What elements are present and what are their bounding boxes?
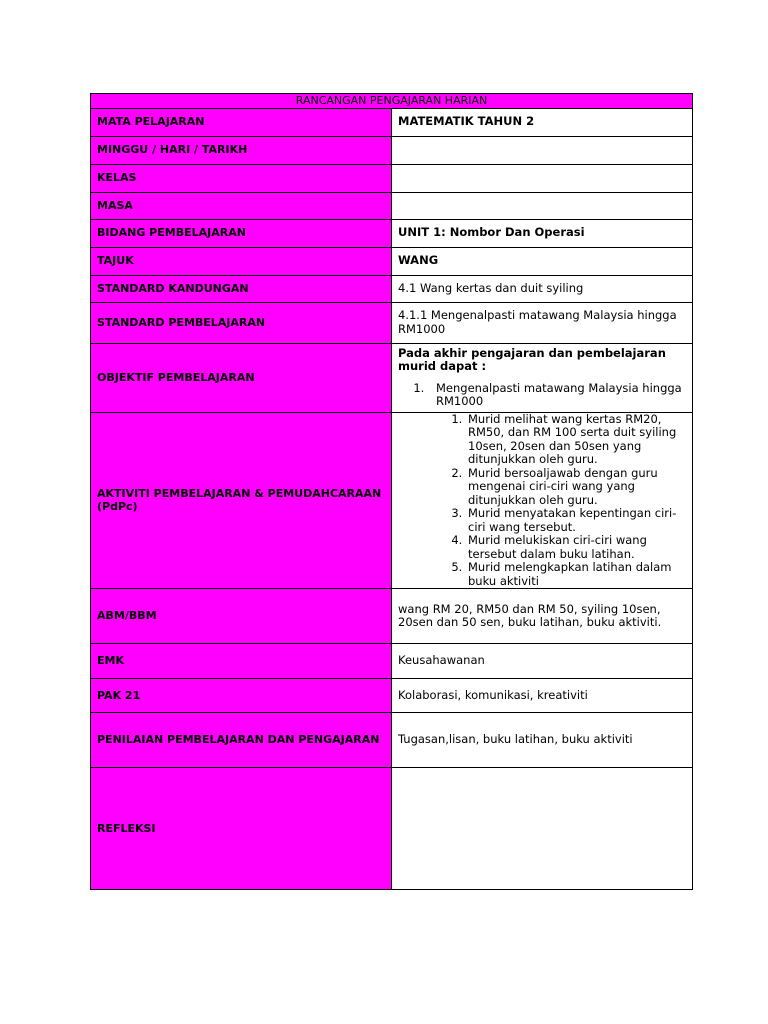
date-value — [392, 136, 693, 164]
list-item: 1. Mengenalpasti matawang Malaysia hingga RM1000 — [428, 382, 686, 409]
table-row — [91, 589, 693, 644]
list-item: 1. Murid melihat wang kertas RM20, RM50, dan RM 100 serta duit syiling 10sen, 20sen dan 50sen yang ditunjukkan oleh guru. — [466, 413, 686, 467]
activity-cell — [392, 412, 693, 589]
class-value — [392, 164, 693, 192]
table-row — [91, 192, 693, 219]
table-row — [91, 219, 693, 247]
table-title: RANCANGAN PENGAJARAN HARIAN — [91, 94, 693, 109]
topic-label: TAJUK — [91, 247, 392, 275]
assessment-value: Tugasan,lisan, buku latihan, buku aktiviti — [392, 713, 693, 768]
objective-label: OBJEKTIF PEMBELAJARAN — [91, 343, 392, 412]
table-header-row — [91, 94, 693, 109]
topic-value: WANG — [392, 247, 693, 275]
abm-label: ABM/BBM — [91, 589, 392, 644]
table-row — [91, 302, 693, 343]
abm-value: wang RM 20, RM50 dan RM 50, syiling 10sen, 20sen dan 50 sen, buku latihan, buku aktiviti. — [392, 589, 693, 644]
objective-intro: Pada akhir pengajaran dan pembelajaran murid dapat : — [398, 345, 666, 373]
table-row — [91, 247, 693, 275]
emk-label: EMK — [91, 644, 392, 679]
learning-standard-value: 4.1.1 Mengenalpasti matawang Malaysia hingga RM1000 — [392, 302, 693, 343]
list-item: 3. Murid menyatakan kepentingan ciri-ciri wang tersebut. — [466, 507, 686, 534]
list-item: 4. Murid melukiskan ciri-ciri wang tersebut dalam buku latihan. — [466, 534, 686, 561]
table-row — [91, 136, 693, 164]
table-row — [91, 644, 693, 679]
field-value: UNIT 1: Nombor Dan Operasi — [392, 219, 693, 247]
table-row — [91, 343, 693, 412]
table-row — [91, 713, 693, 768]
class-label: KELAS — [91, 164, 392, 192]
emk-value: Keusahawanan — [392, 644, 693, 679]
list-item: 2. Murid bersoaljawab dengan guru mengenai ciri-ciri wang yang ditunjukkan oleh guru. — [466, 467, 686, 508]
pak21-label: PAK 21 — [91, 679, 392, 713]
table-row — [91, 275, 693, 302]
content-standard-value: 4.1 Wang kertas dan duit syiling — [392, 275, 693, 302]
objective-list — [398, 382, 686, 409]
list-item: 5. Murid melengkapkan latihan dalam buku aktiviti — [466, 561, 686, 588]
activity-list — [398, 413, 686, 589]
content-standard-label: STANDARD KANDUNGAN — [91, 275, 392, 302]
time-value — [392, 192, 693, 219]
lesson-plan-table — [90, 93, 693, 890]
pak21-value: Kolaborasi, komunikasi, kreativiti — [392, 679, 693, 713]
reflection-label: REFLEKSI — [91, 768, 392, 890]
subject-value: MATEMATIK TAHUN 2 — [392, 108, 693, 136]
activity-label: AKTIVITI PEMBELAJARAN & PEMUDAHCARAAN (PdPc) — [91, 412, 392, 589]
table-row — [91, 164, 693, 192]
date-label: MINGGU / HARI / TARIKH — [91, 136, 392, 164]
table-row — [91, 412, 693, 589]
reflection-value — [392, 768, 693, 890]
time-label: MASA — [91, 192, 392, 219]
table-row — [91, 679, 693, 713]
subject-label: MATA PELAJARAN — [91, 108, 392, 136]
table-row — [91, 768, 693, 890]
field-label: BIDANG PEMBELAJARAN — [91, 219, 392, 247]
table-row — [91, 108, 693, 136]
objective-cell — [392, 343, 693, 412]
assessment-label: PENILAIAN PEMBELAJARAN DAN PENGAJARAN — [91, 713, 392, 768]
learning-standard-label: STANDARD PEMBELAJARAN — [91, 302, 392, 343]
